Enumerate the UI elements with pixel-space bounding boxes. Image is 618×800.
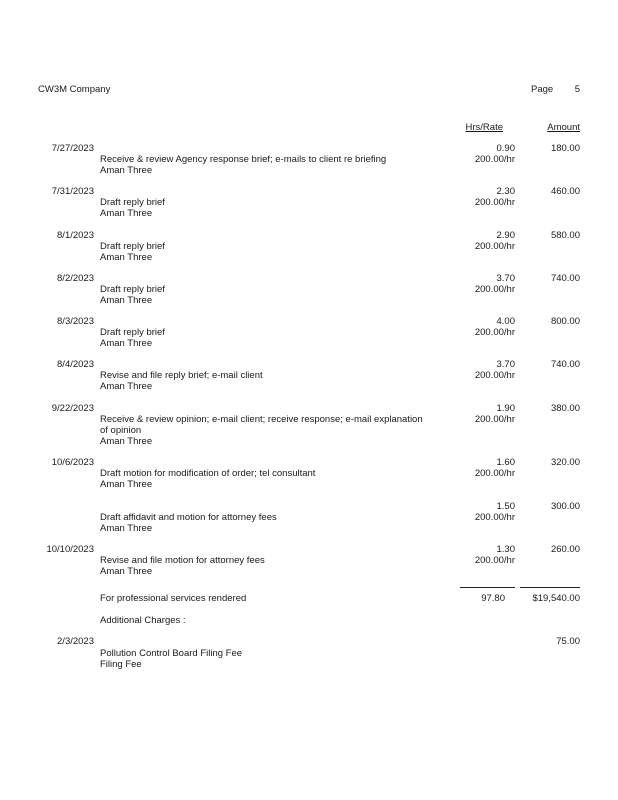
entry-rate: 200.00/hr — [474, 284, 515, 295]
entry-person: Aman Three — [100, 208, 153, 219]
entry-hours: 1.30 — [496, 544, 515, 555]
entry-amount: 180.00 — [550, 143, 580, 154]
total-hours: 97.80 — [481, 593, 505, 604]
entry-description: Revise and file reply brief; e-mail client — [100, 370, 263, 381]
entry-date: 8/1/2023 — [57, 230, 94, 241]
entry-hours: 3.70 — [496, 359, 515, 370]
entry-description: Draft reply brief — [100, 284, 165, 295]
entry-date: 9/22/2023 — [51, 403, 94, 414]
entry-person: Aman Three — [100, 523, 153, 534]
entry-description: Draft affidavit and motion for attorney fees — [100, 512, 277, 523]
entry-amount: 740.00 — [550, 273, 580, 284]
entry-date: 7/27/2023 — [51, 143, 94, 154]
entry-hours: 1.50 — [496, 501, 515, 512]
entry-person: Aman Three — [100, 566, 153, 577]
entry-hours: 2.90 — [496, 230, 515, 241]
entry-description: Draft reply brief — [100, 241, 165, 252]
charge-amount: 75.00 — [556, 636, 580, 647]
page-label: Page — [531, 84, 554, 95]
entry-rate: 200.00/hr — [474, 468, 515, 479]
charge-date: 2/3/2023 — [57, 636, 94, 647]
entry-person: Aman Three — [100, 165, 153, 176]
entry-description: Receive & review Agency response brief; e-mails to client re briefing — [100, 154, 387, 165]
entry-person: Aman Three — [100, 338, 153, 349]
entry-person: Aman Three — [100, 479, 153, 490]
amount-header: Amount — [547, 122, 580, 133]
entry-amount: 300.00 — [550, 501, 580, 512]
entry-rate: 200.00/hr — [474, 414, 515, 425]
entry-amount: 380.00 — [550, 403, 580, 414]
entry-person: Aman Three — [100, 295, 153, 306]
charge-description: Pollution Control Board Filing Fee — [100, 648, 243, 659]
entry-amount: 800.00 — [550, 316, 580, 327]
entry-hours: 3.70 — [496, 273, 515, 284]
entry-date: 10/10/2023 — [46, 544, 94, 555]
entry-description: Revise and file motion for attorney fees — [100, 555, 265, 566]
company-name: CW3M Company — [38, 84, 111, 95]
entry-person: Aman Three — [100, 381, 153, 392]
entry-amount: 580.00 — [550, 230, 580, 241]
charge-type: Filing Fee — [100, 659, 142, 670]
entry-amount: 260.00 — [550, 544, 580, 555]
entry-date: 8/3/2023 — [57, 316, 94, 327]
total-label: For professional services rendered — [100, 593, 247, 604]
entry-amount: 740.00 — [550, 359, 580, 370]
additional-charges-heading: Additional Charges : — [100, 615, 186, 626]
entry-rate: 200.00/hr — [474, 197, 515, 208]
entry-person: Aman Three — [100, 436, 153, 447]
entry-description: Draft reply brief — [100, 327, 165, 338]
hrs-rate-header: Hrs/Rate — [465, 122, 503, 133]
entry-rate: 200.00/hr — [474, 327, 515, 338]
entry-hours: 1.90 — [496, 403, 515, 414]
entry-date: 8/2/2023 — [57, 273, 94, 284]
entry-rate: 200.00/hr — [474, 154, 515, 165]
entry-date: 10/6/2023 — [51, 457, 94, 468]
entry-rate: 200.00/hr — [474, 241, 515, 252]
entry-description: Draft motion for modification of order; tel consultant — [100, 468, 316, 479]
entry-description-continued: of opinion — [100, 425, 142, 436]
hours-total-rule — [460, 587, 515, 588]
entry-amount: 460.00 — [550, 186, 580, 197]
amount-total-rule — [520, 587, 580, 588]
entry-rate: 200.00/hr — [474, 555, 515, 566]
entry-hours: 4.00 — [496, 316, 515, 327]
entry-hours: 2.30 — [496, 186, 515, 197]
time-entry — [0, 403, 618, 463]
entry-rate: 200.00/hr — [474, 512, 515, 523]
entry-hours: 0.90 — [496, 143, 515, 154]
entry-description: Receive & review opinion; e-mail client; receive response; e-mail explanation — [100, 414, 423, 425]
total-amount: $19,540.00 — [532, 593, 580, 604]
entry-date: 7/31/2023 — [51, 186, 94, 197]
entry-date: 8/4/2023 — [57, 359, 94, 370]
entry-person: Aman Three — [100, 252, 153, 263]
entry-hours: 1.60 — [496, 457, 515, 468]
entry-amount: 320.00 — [550, 457, 580, 468]
page-number: 5 — [574, 84, 580, 95]
entry-description: Draft reply brief — [100, 197, 165, 208]
entry-rate: 200.00/hr — [474, 370, 515, 381]
